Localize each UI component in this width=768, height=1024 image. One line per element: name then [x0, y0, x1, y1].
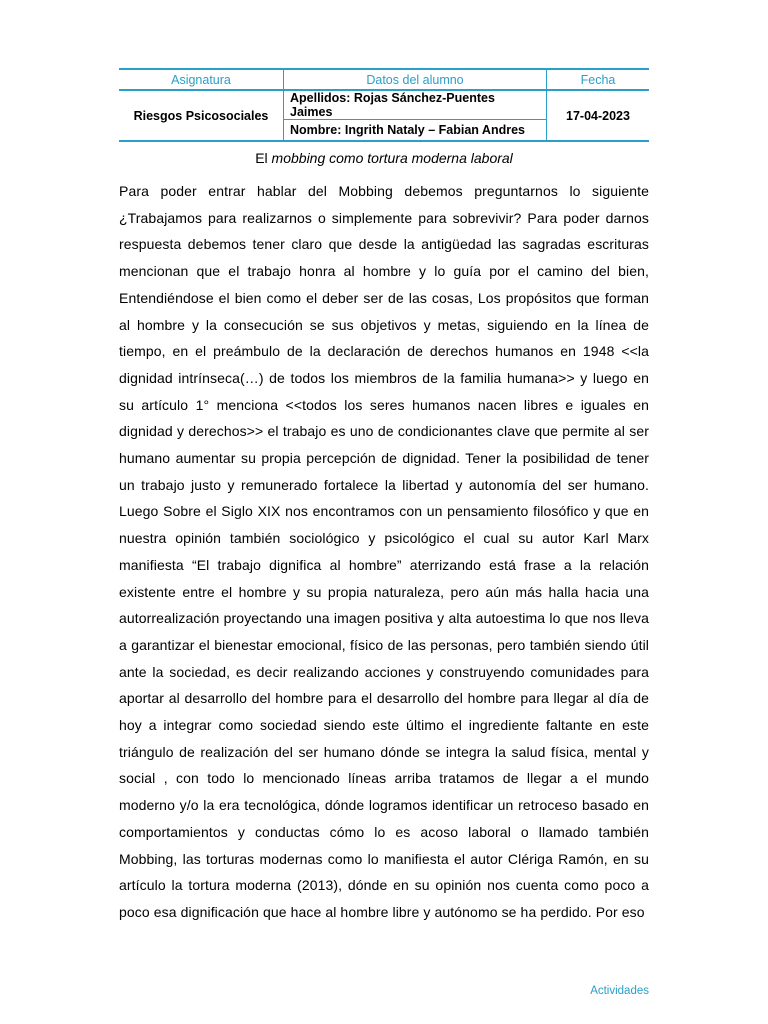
title-italic: mobbing como tortura moderna laboral: [271, 150, 513, 166]
surnames-cell: Apellidos: Rojas Sánchez-Puentes Jaimes: [284, 90, 547, 120]
title-prefix: El: [255, 150, 272, 166]
header-table: [119, 68, 649, 142]
header-table-head-row: [119, 69, 649, 90]
body-paragraph: Para poder entrar hablar del Mobbing debemos preguntarnos lo siguiente ¿Trabajamos para realizarnos o simplemente para sobrevivir? Para poder darnos respuesta debemos tener claro que desde la antigüedad las sagradas escrituras mencionan que el trabajo honra al hombre y lo guía por el camino del bien, Entendiéndose el bien como el deber ser de las cosas, Los propósitos que forman al hombre y la consecución se sus objetivos y metas, siguiendo en la línea de tiempo, en el preámbulo de la declaración de derechos humanos en 1948 <<la dignidad intrínseca(…) de todos los miembros de la familia humana>> y luego en su artículo 1° menciona <<todos los seres humanos nacen libres e iguales en dignidad y derechos>> el trabajo es uno de condicionantes clave que permite al ser humano aumentar su propia percepción de dignidad. Tener la posibilidad de tener un trabajo justo y remunerado fortalece la libertad y autonomía del ser humano. Luego Sobre el Siglo XIX nos encontramos con un pensamiento filosófico y que en nuestra opinión también sociológico y psicológico el cual su autor Karl Marx manifiesta “El trabajo dignifica al hombre” aterrizando está frase a la relación existente entre el hombre y su propia naturaleza, pero aún más halla hacia una autorrealización proyectando una imagen positiva y alta autoestima lo que nos lleva a garantizar el bienestar emocional, físico de las personas, pero también siendo útil ante la sociedad, es decir realizando acciones y construyendo comunidades para aportar al desarrollo del hombre para el desarrollo del hombre para llegar al día de hoy a integrar como sociedad siendo este último el ingrediente faltante en este triángulo de realización del ser humano dónde se integra la salud física, mental y social , con todo lo mencionado líneas arriba tratamos de llegar a el mundo moderno y/o la era tecnológica, dónde logramos identificar un retroceso basado en comportamientos y conductas cómo lo es acoso laboral o llamado también Mobbing, las torturas modernas como lo manifiesta el autor Clériga Ramón, en su artículo la tortura moderna (2013), dónde en su opinión nos cuenta como poco a poco esa dignificación que hace al hombre libre y autónomo se ha perdido. Por eso: [119, 183, 649, 920]
document-title: [119, 150, 649, 166]
footer-label: Actividades: [590, 985, 649, 997]
date-cell: 17-04-2023: [547, 90, 650, 141]
header-subject-column: Asignatura: [119, 69, 284, 90]
header-table-row: [119, 90, 649, 120]
subject-cell: Riesgos Psicosociales: [119, 90, 284, 141]
document-body: [119, 178, 649, 926]
header-student-column: Datos del alumno: [284, 69, 547, 90]
header-date-column: Fecha: [547, 69, 650, 90]
names-cell: Nombre: Ingrith Nataly – Fabian Andres: [284, 120, 547, 142]
